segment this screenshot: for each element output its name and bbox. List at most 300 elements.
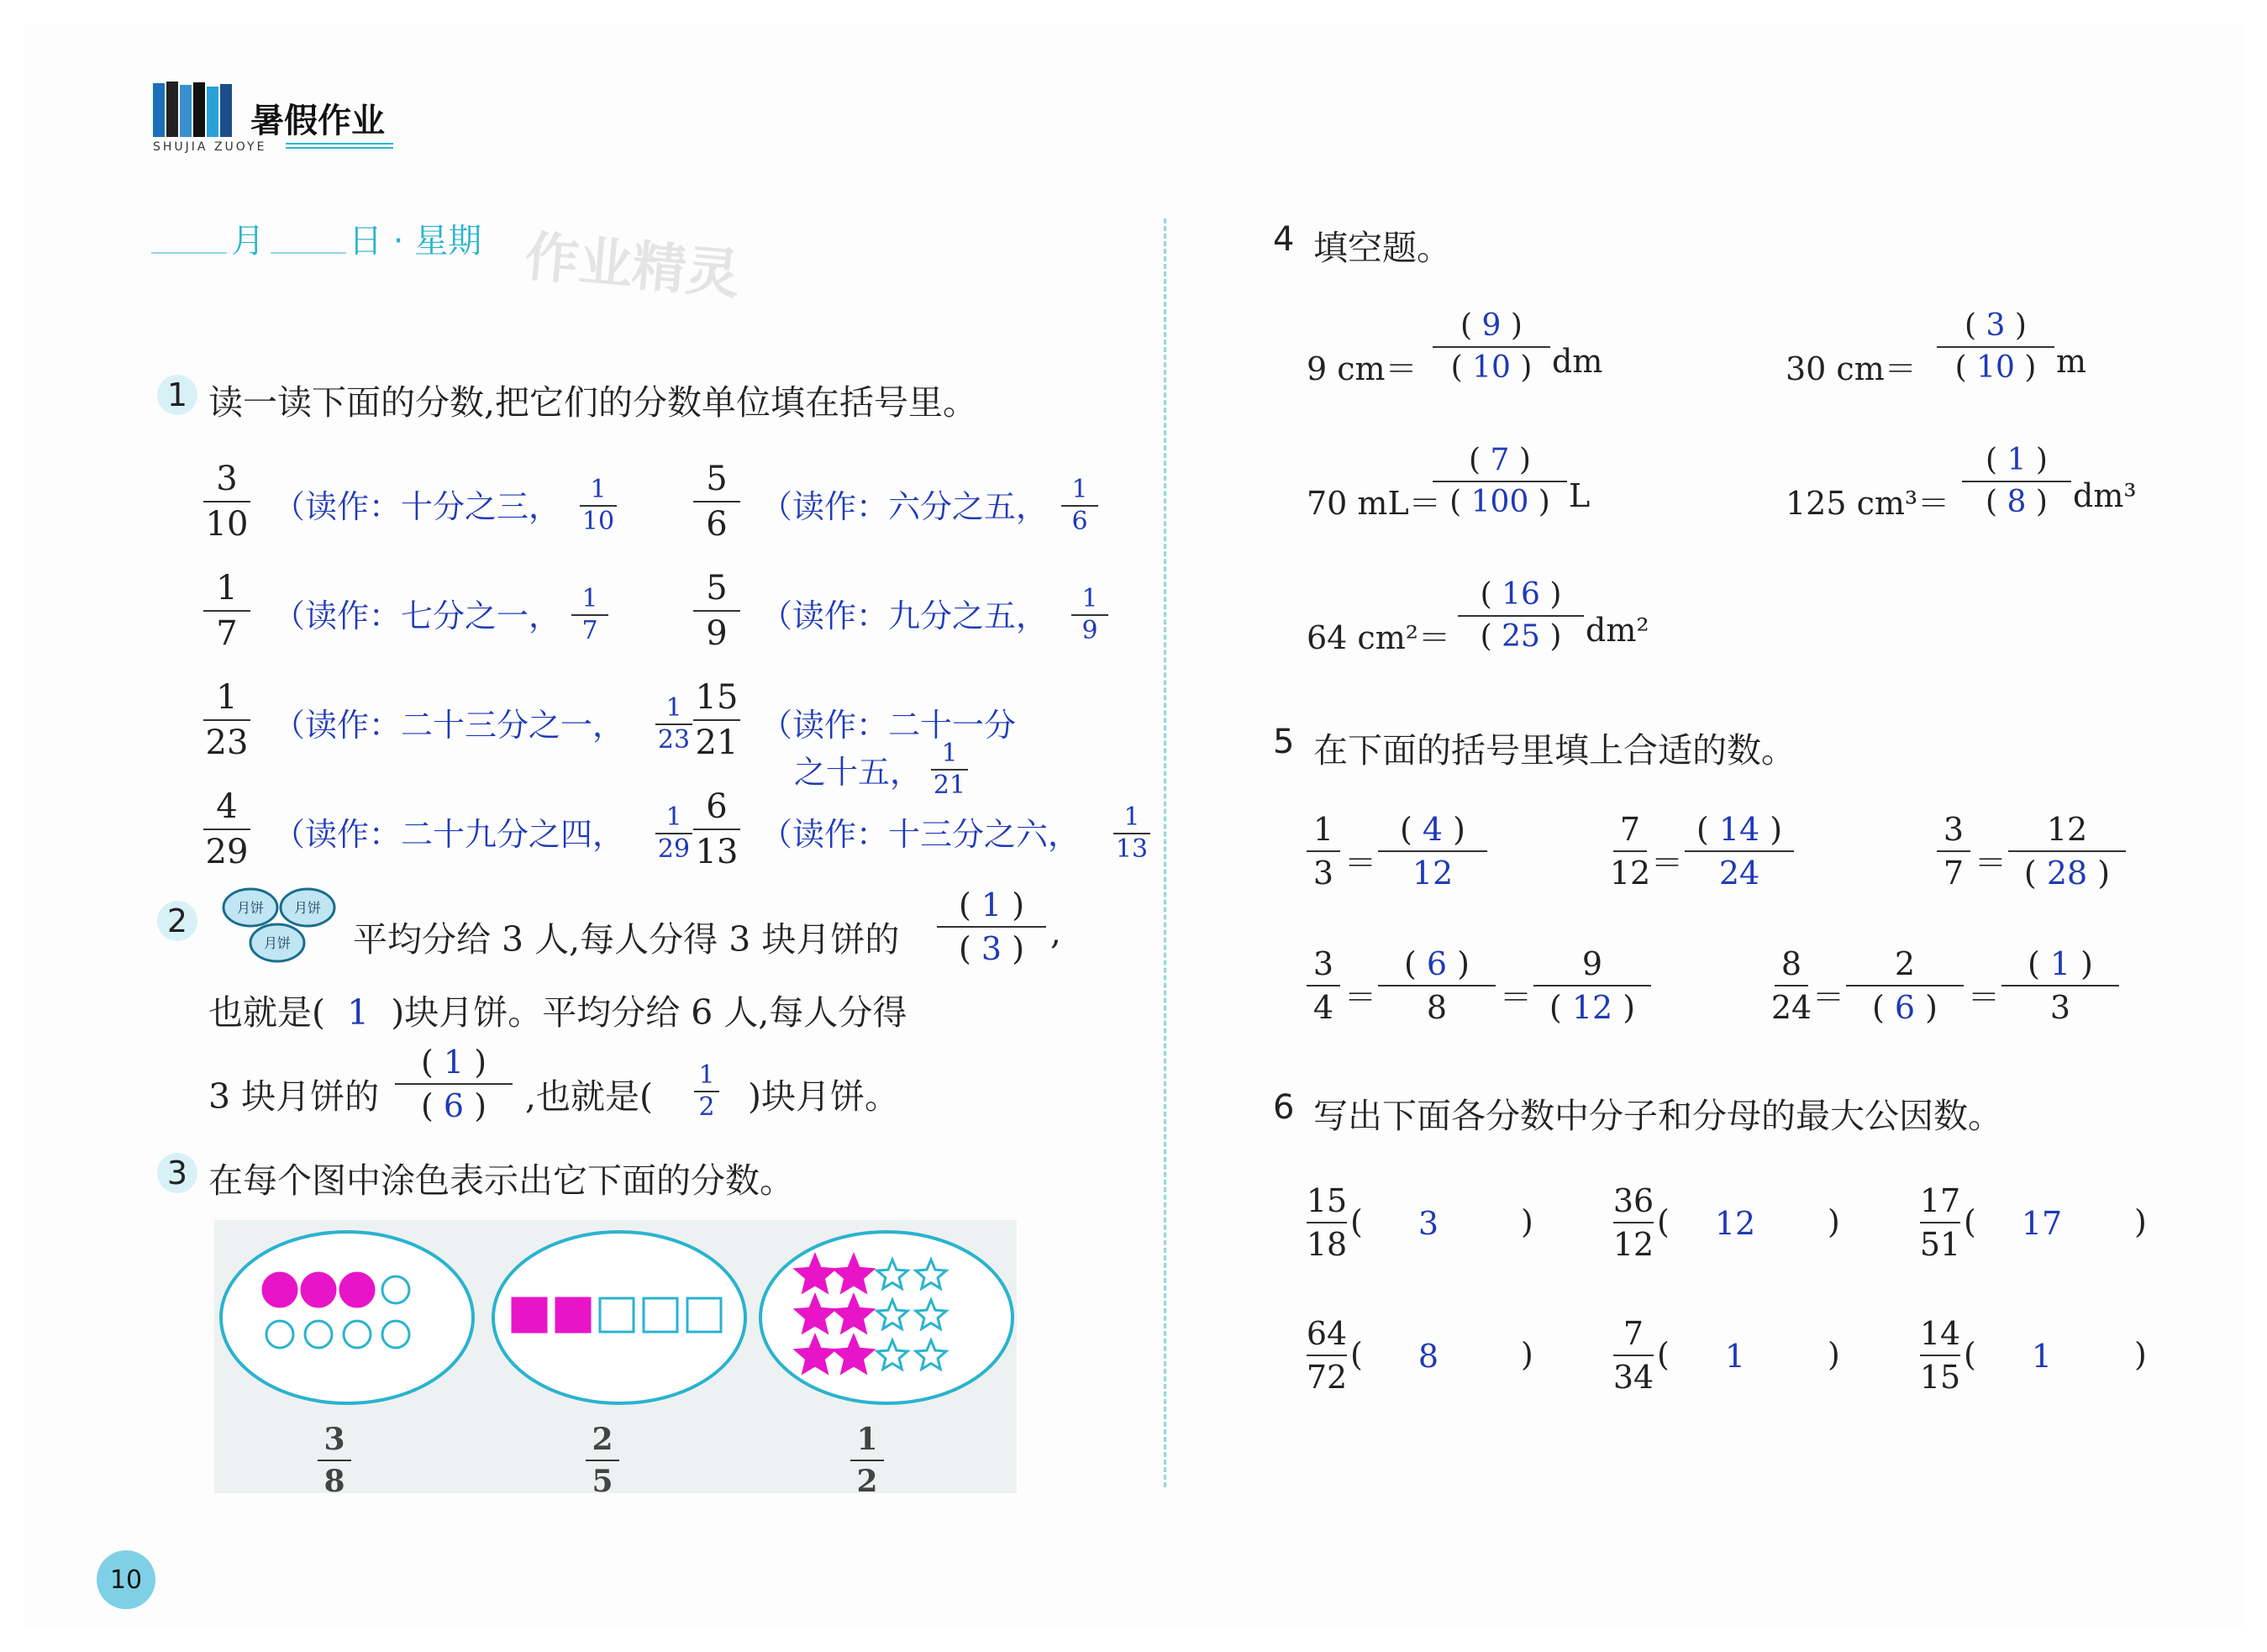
q5-r2a-f3-bottom: ( 12 ) [1549,989,1636,1026]
q3-fraction-2-bottom [856,1466,877,1497]
q4-left-2: 70 mL＝ [1307,485,1441,522]
q6-answer-0: 3 [1418,1205,1439,1242]
q4-fraction-2 [1433,445,1567,518]
q5-r2a-f1-top [1312,945,1334,982]
q1-unit-1-denominator: 6 [1071,507,1088,536]
q5-r1-2-right-top [2046,811,2088,848]
q1-unit-4-denominator: 23 [657,725,691,755]
q2-f1-denominator: 3 [981,930,1002,967]
logo-subtitle: SHUJIA ZUOYE [153,140,267,154]
q4-fraction-1-numerator: 3 [1986,308,2006,343]
page-number: 10 [97,1550,155,1609]
q5-r2b-f1-bottom [1770,989,1812,1026]
q1-unit-4 [655,693,692,755]
q1-fraction-6-numerator: 4 [216,787,238,826]
q4-fraction-4-top: ( 16 ) [1480,577,1562,612]
q5-r1-1-left-bottom [1609,855,1651,892]
q1-unit-2-bottom [581,618,597,644]
q2-f1-numerator: 1 [981,887,1002,923]
q2-fraction2: ( 1 ) ( 6 ) [395,1046,513,1122]
q5-r1-0-left-numerator: 1 [1312,811,1334,848]
q2-answer-1: 1 [347,992,370,1033]
q3-circle-4 [266,1321,293,1348]
q3-square-1 [556,1298,590,1332]
q3-fraction-1-top [592,1424,613,1455]
q1-reading-6: （读作：二十九分之四， [273,816,625,853]
q3-fraction-2-denominator: 2 [856,1464,878,1499]
q2-line2 [208,985,907,1034]
q6-fraction-0-numerator: 15 [1306,1182,1348,1219]
q6-fraction-2-bar [1920,1222,1960,1223]
q1-fraction-1-bottom [706,505,728,544]
q5-r2b-f3-denominator: 3 [2049,989,2071,1026]
q6-fraction-0-top [1306,1182,1348,1219]
q1-fraction-2 [203,569,250,653]
q5-r2a-eq1: ＝ [1344,979,1377,1016]
q5-r1-0-right-bar [1378,850,1487,852]
q1-fraction-0 [203,460,250,544]
q4-left-3: 125 cm³＝ [1786,485,1950,522]
q1-reading-1: （读作：六分之五， [760,488,1049,525]
q4-fraction-2-top: ( 7 ) [1469,443,1531,477]
q4-fraction-4-bottom: ( 25 ) [1480,619,1562,654]
q5-text: 在下面的括号里填上合适的数。 [1313,730,1796,771]
q3-circle-1 [302,1273,335,1307]
q6-fraction-4-top [1623,1315,1644,1352]
q4-fraction-0-denominator: 10 [1472,350,1511,385]
q1-fraction-4 [203,678,250,762]
q5-r2b-f1-denominator: 24 [1770,989,1812,1026]
q5-r1-0-equals: ＝ [1344,844,1377,881]
q1-fraction-3-denominator: 9 [706,614,728,653]
q5-r2b-f3-top: ( 1 ) [2028,945,2093,982]
q1-fraction-4-numerator: 1 [216,678,238,717]
q6-fraction-2-denominator: 51 [1919,1226,1961,1263]
q5-r1-2-left-bar [1937,850,1970,852]
q6-fraction-5-numerator: 14 [1919,1315,1961,1352]
q2-number: 2 [157,901,197,941]
q4-fraction-3-top: ( 1 ) [1986,443,2048,477]
q4-unit-0: dm [1552,343,1603,380]
q6-fraction-2-top [1919,1182,1961,1219]
q5-r1-0-right [1378,811,1487,892]
q5-r1-2-left-denominator: 7 [1943,855,1965,892]
q1-fraction-7-bar [693,829,740,830]
q5-r1-1-right-bottom [1718,855,1760,892]
q4-fraction-0 [1433,308,1550,385]
q1-unit-5 [931,741,968,798]
q1-fraction-4-top [216,678,238,717]
q5-r2b-eq1: ＝ [1812,979,1845,1016]
q1-text: 读一读下面的分数,把它们的分数单位填在括号里。 [208,382,978,423]
q3-circle-5 [305,1321,332,1348]
q3-fraction-1 [586,1424,619,1497]
date-day-label: 日 · 星期 [349,222,482,260]
q6-close-paren-3: ) [1521,1336,1533,1373]
q1-fraction-0-top [216,462,237,496]
q5-r1-0-right-bottom [1412,855,1454,892]
svg-text:月饼: 月饼 [263,935,292,951]
q6-fraction-1-denominator: 12 [1612,1226,1654,1263]
q2-a3-numerator: 1 [698,1060,715,1090]
q4-fraction-1-denominator: 10 [1976,350,2015,385]
q4-fraction-4 [1458,577,1584,654]
q1-fraction-7-top [706,787,728,826]
q5-r1-1-left-bar [1613,850,1647,852]
q1-fraction-0-bottom [205,505,249,544]
q5-r2a-f3 [1533,945,1651,1026]
q4-fraction-1-top: ( 3 ) [1965,308,2027,343]
q1-unit-7 [1113,802,1150,864]
q3-square-0 [513,1298,546,1332]
q1-fraction-7-numerator: 6 [706,787,728,826]
q3-oval-0 [221,1232,473,1403]
q1-fraction-5 [693,678,740,762]
q6-open-paren-0: ( [1350,1203,1363,1240]
q5-r2a-f3-bar [1533,985,1651,986]
q1-fraction-0-numerator: 3 [216,460,238,498]
q5-r2b-f3 [2001,945,2119,1026]
q1-fraction-5-top [695,678,739,717]
q5-r2b-f2-bar [1846,985,1964,986]
q1-fraction-0-bar [203,501,250,502]
q1-unit-3-bottom [1081,618,1097,644]
q6-fraction-4 [1612,1315,1654,1396]
date-month-label: 月 [231,222,265,260]
q5-number: 5 [1273,723,1295,761]
q1-fraction-7 [693,787,740,871]
q5-r2a-f3-denominator: 12 [1571,989,1613,1026]
q1-fraction-1-denominator: 6 [706,505,728,544]
q5-r1-0-left-bar [1307,850,1340,852]
q6-close-paren-0: ) [1521,1203,1533,1240]
q1-unit-3 [1071,584,1108,645]
q6-fraction-1-top [1612,1182,1654,1219]
q5-r1-2-right-bar [2008,850,2126,852]
q5-r2a-f2-denominator: 8 [1426,989,1448,1026]
q6-fraction-1 [1612,1182,1654,1263]
q5-r1-0-right-top: ( 4 ) [1400,811,1465,848]
q1-fraction-0-denominator: 10 [205,505,249,544]
q5-r1-2-left-numerator: 3 [1943,811,1965,848]
q5-r1-0-right-numerator: 4 [1422,811,1444,848]
q3-square-4 [687,1298,721,1332]
q6-open-paren-3: ( [1350,1336,1363,1373]
q6-fraction-5-top [1919,1315,1961,1352]
q5-r2b-f3-bottom [2049,989,2071,1026]
q4-fraction-0-bottom: ( 10 ) [1450,350,1533,385]
date-blank-day [271,252,346,254]
q4-fraction-2-numerator: 7 [1490,443,1510,477]
q4-fraction-3-bar [1962,481,2071,482]
q4-fraction-1-bottom: ( 10 ) [1954,350,2037,385]
q1-fraction-5-denominator: 21 [695,723,739,762]
q5-r2b-f2-denominator: 6 [1894,989,1916,1026]
q4-fraction-3-numerator: 1 [2007,443,2027,477]
q6-close-paren-1: ) [1828,1203,1840,1240]
q5-r1-2-left-top [1943,811,1965,848]
q4-fraction-0-top: ( 9 ) [1460,308,1523,343]
q1-fraction-4-bottom [205,723,249,762]
q1-unit-4-bottom [657,725,691,755]
q5-r1-2-right-denominator: 28 [2046,855,2088,892]
q1-unit-6 [655,802,692,864]
q5-r2a-f1-bar [1307,985,1340,986]
q1-unit-2-numerator: 1 [581,584,598,613]
q5-r2a-f1-bottom [1312,989,1334,1026]
q2-f2-numerator: 1 [443,1044,465,1081]
q6-fraction-5 [1919,1315,1961,1396]
q1-unit-3-numerator: 1 [1081,584,1098,613]
q2-fraction1: ( 1 ) ( 3 ) [937,889,1046,965]
q5-r2b-f1-numerator: 8 [1780,945,1802,982]
q5-r2b-f3-numerator: 1 [2049,945,2071,982]
q3-fraction-1-bar [586,1460,619,1461]
q3-circle-7 [382,1321,409,1348]
q1-unit-1-numerator: 1 [1071,475,1088,504]
q6-fraction-0-bottom [1306,1226,1348,1263]
q4-unit-2: L [1569,477,1591,514]
q6-fraction-5-bottom [1919,1359,1961,1396]
mooncake-icon [217,882,343,975]
q6-fraction-2-bottom [1919,1226,1961,1263]
q5-r2a-f3-numerator: 9 [1581,945,1603,982]
q6-fraction-4-numerator: 7 [1623,1315,1644,1352]
q3-number: 3 [157,1153,197,1193]
column-divider [1164,218,1166,1487]
q1-fraction-7-bottom [696,835,739,869]
q4-unit-3: dm³ [2073,477,2137,514]
q6-fraction-3-denominator: 72 [1306,1359,1348,1396]
date-blank-month [151,252,227,254]
q1-reading-2: （读作：七分之一， [273,597,561,634]
q2-line3-a: 3 块月饼的 [208,1076,380,1117]
q5-r1-2-right-bottom: ( 28 ) [2023,855,2111,892]
q4-fraction-0-numerator: 9 [1481,308,1502,343]
q1-unit-0-top [590,477,606,502]
q1-unit-1-top [1071,477,1087,502]
svg-text:月饼: 月饼 [236,900,265,916]
q1-unit-5-bottom [934,773,965,798]
watermark: 作业精灵 [522,225,743,307]
q1-unit-6-bottom [657,834,691,864]
q4-fraction-3-bottom: ( 8 ) [1986,485,2048,519]
q4-left-1: 30 cm＝ [1786,350,1917,387]
q3-circle-6 [344,1321,371,1348]
q1-fraction-4-denominator: 23 [205,723,249,762]
q2-line2-a: 也就是( [208,992,325,1033]
q4-number: 4 [1273,220,1295,259]
q1-unit-6-denominator: 29 [657,834,691,864]
q1-fraction-3-numerator: 5 [706,569,728,608]
q1-unit-7-numerator: 1 [1123,802,1140,832]
q6-fraction-5-bar [1920,1355,1960,1356]
q6-fraction-1-bar [1613,1222,1654,1223]
q1-number: 1 [157,375,197,415]
q5-r1-2-left-bottom [1943,855,1965,892]
q1-unit-2 [571,584,608,645]
q3-fraction-0 [318,1424,351,1497]
q5-r1-2-equals: ＝ [1975,844,2007,881]
q1-fraction-7-denominator: 13 [695,833,739,871]
q1-fraction-1-bar [693,501,740,502]
q3-fraction-2-bar [850,1460,884,1461]
q4-fraction-4-bar [1458,615,1584,617]
q1-fraction-6-top [216,787,238,826]
q6-close-paren-4: ) [1828,1336,1840,1373]
q1-fraction-4-bar [203,719,250,721]
q6-fraction-4-denominator: 34 [1612,1359,1654,1396]
q5-r2b-f2-bottom: ( 6 ) [1872,989,1938,1026]
q2-answer-fraction [694,1060,719,1122]
q5-r1-0-left-denominator: 3 [1312,855,1334,892]
q6-close-paren-2: ) [2134,1203,2147,1240]
q1-fraction-2-denominator: 7 [216,614,238,653]
q5-r1-1-left-denominator: 12 [1609,855,1651,892]
q1-unit-5-denominator: 21 [933,771,966,800]
q6-fraction-4-bar [1613,1355,1654,1356]
q3-fraction-2-numerator: 1 [856,1422,878,1457]
q6-answer-1: 12 [1714,1205,1756,1242]
q3-fraction-1-bottom [592,1466,613,1497]
q4-left-4: 64 cm²＝ [1307,619,1450,656]
q4-fraction-2-denominator: 100 [1470,485,1529,519]
q1-unit-2-top [581,584,598,613]
q6-fraction-0 [1306,1182,1348,1263]
q1-unit-6-top [665,802,682,832]
q3-fraction-0-bar [318,1460,351,1461]
q1-unit-1 [1061,477,1098,534]
q2-line3-b: ,也就是( [525,1076,654,1117]
q5-r2a-eq2: ＝ [1500,979,1533,1016]
q3-fraction-0-denominator: 8 [323,1464,345,1499]
q1-fraction-2-bar [203,610,250,612]
q6-fraction-3-bottom [1306,1359,1348,1396]
q1-unit-4-top [665,693,682,723]
q6-fraction-0-denominator: 18 [1306,1226,1348,1263]
q5-r2b-f2-numerator: 2 [1894,945,1916,982]
q3-fraction-0-numerator: 3 [323,1422,345,1457]
q3-fraction-0-bottom [323,1466,345,1497]
q6-open-paren-5: ( [1964,1336,1976,1373]
q1-reading-0: （读作：十分之三， [273,488,561,525]
q6-fraction-2-numerator: 17 [1919,1182,1961,1219]
q5-r1-1-right [1685,811,1794,892]
q5-r1-2-left [1937,811,1970,892]
q1-unit-0-denominator: 10 [581,507,615,536]
q1-fraction-6-bottom [206,835,249,869]
q1-fraction-3-bottom [706,614,728,653]
q3-square-2 [600,1298,634,1332]
q6-fraction-2 [1919,1182,1961,1263]
q1-unit-4-numerator: 1 [665,693,682,723]
q5-r1-1-right-bar [1685,850,1794,852]
q5-r1-2-right-numerator: 12 [2046,811,2088,848]
q5-r1-1-left-numerator: 7 [1619,811,1641,848]
q1-fraction-5-bottom [695,723,739,762]
q5-r2a-f1-numerator: 3 [1312,945,1334,982]
q6-answer-5: 1 [2031,1338,2053,1375]
q3-figure-0 [217,1227,477,1407]
q1-unit-7-denominator: 13 [1115,834,1149,864]
q5-r2a-f2-numerator: 6 [1426,945,1448,982]
q1-reading-3: （读作：九分之五， [760,597,1049,634]
q5-r2b-f1 [1770,945,1812,1026]
q5-r2b-f3-bar [2001,985,2119,986]
q4-fraction-0-bar [1433,346,1550,348]
q5-r2a-f2 [1378,945,1496,1026]
q1-unit-3-denominator: 9 [1081,616,1098,645]
q1-unit-7-top [1123,802,1140,832]
q1-unit-3-top [1081,584,1098,613]
q1-fraction-2-bottom [216,614,238,653]
q1-unit-7-bottom [1115,834,1149,864]
q6-fraction-3-top [1306,1315,1348,1352]
q6-open-paren-1: ( [1657,1203,1670,1240]
q1-fraction-1-numerator: 5 [706,460,728,498]
q5-r1-0-left-bottom [1312,855,1334,892]
q6-fraction-3-numerator: 64 [1306,1315,1348,1352]
q4-fraction-1-bar [1937,346,2054,348]
q5-r1-0-left [1307,811,1340,892]
q1-unit-2-denominator: 7 [581,616,598,645]
q5-r2a-f2-bar [1378,985,1496,986]
q1-reading-7: （读作：十三分之六， [760,816,1081,853]
q4-unit-1: m [2056,343,2087,380]
q6-fraction-5-denominator: 15 [1919,1359,1961,1396]
q1-fraction-5-bar [693,719,740,721]
q1-unit-0-bottom [582,509,614,534]
q1-unit-5-numerator: 1 [941,739,958,768]
q3-figure-1 [489,1227,750,1407]
q3-circle-0 [263,1273,297,1307]
q1-unit-0 [580,477,617,534]
q1-unit-1-bottom [1071,509,1087,534]
q2-a3-denominator: 2 [698,1092,715,1122]
q5-r1-1-equals: ＝ [1651,844,1684,881]
q4-fraction-3 [1962,445,2071,518]
q1-fraction-2-top [216,569,238,608]
q5-r2a-f1 [1307,945,1340,1026]
q5-r2b-f2 [1846,945,1964,1026]
q6-close-paren-5: ) [2134,1336,2147,1373]
q3-circle-3 [382,1276,409,1303]
q1-fraction-5-numerator: 15 [695,678,739,717]
q5-r1-1-right-top: ( 14 ) [1696,811,1783,848]
q5-r2a-f2-top: ( 6 ) [1404,945,1470,982]
q4-fraction-4-numerator: 16 [1502,577,1540,612]
svg-text:月饼: 月饼 [293,900,322,916]
q2-line2-b: )块月饼。平均分给 6 人,每人分得 [391,992,907,1033]
q5-r2b-f1-bar [1775,985,1808,986]
q6-open-paren-4: ( [1657,1336,1670,1373]
q6-text: 写出下面各分数中分子和分母的最大公因数。 [1313,1096,2002,1136]
q5-r2a-f2-bottom [1426,989,1448,1026]
q6-answer-2: 17 [2021,1205,2063,1242]
q3-square-3 [644,1298,677,1332]
logo-books-icon [151,80,235,140]
q1-reading-4: （读作：二十三分之一， [273,707,625,744]
q6-answer-4: 1 [1724,1338,1746,1375]
q3-circle-2 [340,1273,374,1307]
q5-r2a-f3-top [1581,945,1603,982]
q6-fraction-3-bar [1307,1355,1347,1356]
q5-r1-1-right-numerator: 14 [1718,811,1760,848]
q1-fraction-3-top [706,569,728,608]
q4-fraction-2-bar [1433,481,1567,482]
q2-comma: , [1050,912,1062,952]
q1-fraction-6 [203,787,250,871]
